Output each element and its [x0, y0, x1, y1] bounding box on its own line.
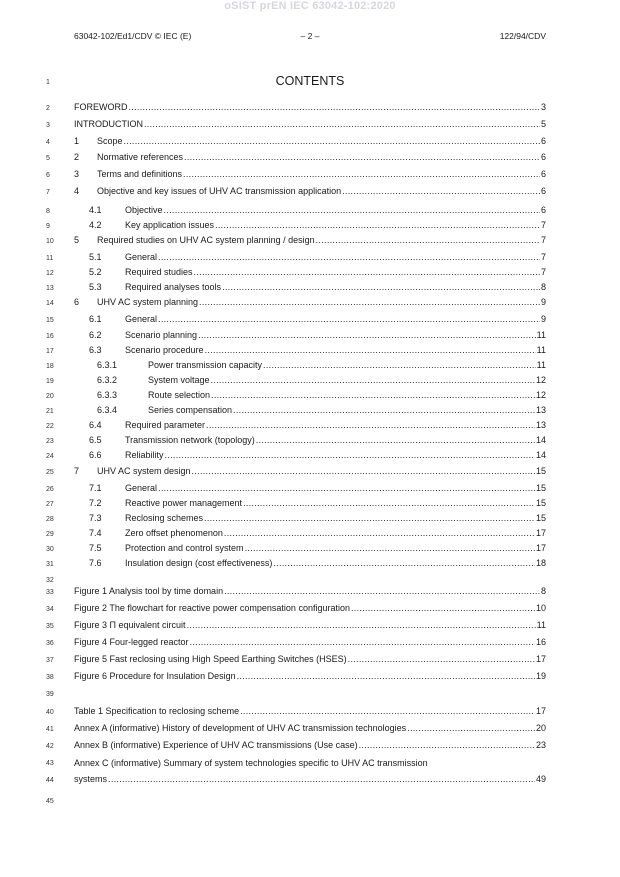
toc-entry[interactable] [74, 102, 546, 114]
toc-entry-title: Figure 6 Procedure for Insulation Design [74, 671, 236, 681]
toc-entry-number: 6.3.2 [97, 375, 118, 385]
dot-leader [224, 586, 540, 596]
toc-entry-page: 14 [535, 450, 546, 460]
toc-entry-number: 6.3.1 [97, 360, 118, 370]
toc-entry[interactable] [74, 136, 546, 148]
line-number: 32 [46, 577, 54, 584]
toc-entry[interactable] [74, 654, 546, 666]
toc-entry-title: Annex B (informative) Experience of UHV AC transmissions (Use case) [74, 740, 358, 750]
toc-entry-number: 6.6 [89, 450, 102, 460]
line-number: 41 [46, 726, 54, 733]
toc-entry-page: 11 [536, 360, 546, 370]
toc-entry-number: 4.2 [89, 220, 102, 230]
header-committee-ref: 122/94/CDV [499, 31, 546, 41]
toc-entry[interactable] [74, 235, 546, 247]
line-number: 15 [46, 317, 54, 324]
toc-entry-title: General [125, 483, 158, 493]
toc-entry[interactable] [74, 740, 546, 752]
line-number: 36 [46, 640, 54, 647]
dot-leader [204, 513, 535, 523]
toc-entry-title: Scope [97, 136, 123, 146]
toc-entry-number: 6.2 [89, 330, 102, 340]
dot-leader [348, 654, 535, 664]
toc-entry-page: 6 [540, 205, 546, 215]
toc-entry-page: 7 [540, 235, 546, 245]
dot-leader [245, 543, 535, 553]
toc-entry-number: 6.4 [89, 420, 102, 430]
toc-entry[interactable] [89, 543, 546, 555]
toc-entry-title: Insulation design (cost effectiveness) [125, 558, 273, 568]
toc-entry-page: 11 [536, 330, 546, 340]
toc-entry[interactable] [74, 603, 546, 615]
line-number: 34 [46, 606, 54, 613]
toc-entry-page: 10 [535, 603, 546, 613]
toc-entry-page: 3 [540, 102, 546, 112]
toc-entry-page: 13 [535, 405, 546, 415]
dot-leader [129, 102, 540, 112]
line-number: 5 [46, 155, 50, 162]
toc-entry[interactable] [89, 528, 546, 540]
toc-entry-title: Figure 5 Fast reclosing using High Speed Earthing Switches (HSES) [74, 654, 347, 664]
toc-entry-title: Transmission network (topology) [125, 435, 255, 445]
toc-entry[interactable] [97, 390, 546, 402]
toc-entry-title: Scenario planning [125, 330, 198, 340]
line-number: 35 [46, 623, 54, 630]
line-number: 26 [46, 486, 54, 493]
toc-entry[interactable] [89, 252, 546, 264]
toc-entry[interactable] [89, 282, 546, 294]
toc-entry-number: 7 [74, 466, 80, 476]
toc-entry[interactable] [74, 774, 546, 786]
toc-entry-page: 7 [540, 220, 546, 230]
line-number: 29 [46, 531, 54, 538]
dot-leader [108, 774, 535, 784]
toc-entry-number: 7.3 [89, 513, 102, 523]
line-number: 23 [46, 438, 54, 445]
toc-entry-title: Reactive power management [125, 498, 243, 508]
toc-entry[interactable] [74, 186, 546, 198]
toc-entry[interactable] [74, 119, 546, 131]
dot-leader [164, 205, 540, 215]
toc-entry[interactable] [74, 723, 546, 735]
toc-entry-page: 17 [535, 654, 546, 664]
dot-leader [158, 483, 535, 493]
dot-leader [316, 235, 540, 245]
toc-entry[interactable] [74, 706, 546, 718]
line-number: 40 [46, 709, 54, 716]
toc-entry[interactable] [89, 420, 546, 432]
toc-entry[interactable] [89, 205, 546, 217]
toc-entry-page: 17 [535, 543, 546, 553]
toc-entry-title: Route selection [148, 390, 211, 400]
dot-leader [237, 671, 535, 681]
toc-entry-number: 7.6 [89, 558, 102, 568]
toc-entry[interactable] [97, 360, 546, 372]
line-number: 13 [46, 285, 54, 292]
line-number: 17 [46, 348, 54, 355]
toc-entry-title: UHV AC system planning [97, 297, 199, 307]
toc-entry-title-wrapped[interactable]: Annex C (informative) Summary of system technologies specific to UHV AC transmission [74, 758, 428, 768]
line-number: 1 [46, 79, 50, 86]
line-number: 16 [46, 333, 54, 340]
toc-entry-page: 23 [535, 740, 546, 750]
line-number: 39 [46, 691, 54, 698]
toc-entry-number: 7.4 [89, 528, 102, 538]
toc-entry[interactable] [89, 220, 546, 232]
toc-entry-title: Scenario procedure [125, 345, 204, 355]
dot-leader [192, 466, 535, 476]
dot-leader [187, 620, 536, 630]
toc-entry-page: 11 [536, 620, 546, 630]
dot-leader [342, 186, 540, 196]
dot-leader [351, 603, 535, 613]
dot-leader [222, 282, 540, 292]
line-number: 31 [46, 561, 54, 568]
toc-entry-title: Objective [125, 205, 163, 215]
line-number: 19 [46, 378, 54, 385]
toc-entry[interactable] [74, 297, 546, 309]
line-number: 3 [46, 122, 50, 129]
dot-leader [359, 740, 535, 750]
toc-entry-page: 15 [535, 483, 546, 493]
toc-entry[interactable] [89, 345, 546, 357]
toc-entry-title: UHV AC system design [97, 466, 191, 476]
toc-entry-number: 4 [74, 186, 80, 196]
line-number: 11 [46, 255, 54, 262]
toc-entry-page: 8 [540, 282, 546, 292]
toc-entry-number: 5.1 [89, 252, 102, 262]
dot-leader [233, 405, 535, 415]
dot-leader [198, 330, 536, 340]
line-number: 37 [46, 657, 54, 664]
dot-leader [194, 267, 540, 277]
line-number: 44 [46, 777, 54, 784]
toc-entry-number: 5.2 [89, 267, 102, 277]
toc-entry[interactable] [74, 671, 546, 683]
toc-entry-title: Required parameter [125, 420, 206, 430]
toc-entry-page: 15 [535, 513, 546, 523]
toc-entry[interactable] [74, 169, 546, 181]
toc-entry[interactable] [89, 558, 546, 570]
toc-entry-number: 5.3 [89, 282, 102, 292]
toc-entry-number: 5 [74, 235, 80, 245]
toc-entry-page: 6 [540, 152, 546, 162]
line-number: 10 [46, 238, 54, 245]
toc-entry[interactable] [89, 513, 546, 525]
toc-entry[interactable] [97, 375, 546, 387]
toc-entry-title: Figure 3 Π equivalent circuit [74, 620, 186, 630]
dot-leader [199, 297, 540, 307]
toc-entry[interactable] [89, 267, 546, 279]
toc-entry-page: 11 [536, 345, 546, 355]
toc-entry[interactable] [89, 314, 546, 326]
toc-entry[interactable] [89, 498, 546, 510]
toc-entry-title: systems [74, 774, 108, 784]
toc-entry-title: Terms and definitions [97, 169, 183, 179]
toc-entry-title: General [125, 314, 158, 324]
line-number: 42 [46, 743, 54, 750]
toc-entry-page: 13 [535, 420, 546, 430]
dot-leader [263, 360, 536, 370]
dot-leader [183, 169, 540, 179]
toc-entry-title: Power transmission capacity [148, 360, 263, 370]
toc-entry-page: 15 [535, 466, 546, 476]
line-number: 22 [46, 423, 54, 430]
toc-entry-title: Series compensation [148, 405, 233, 415]
toc-entry-page: 9 [540, 314, 546, 324]
toc-entry-number: 1 [74, 136, 80, 146]
page-header [74, 31, 546, 43]
line-number: 18 [46, 363, 54, 370]
dot-leader [206, 420, 535, 430]
dot-leader [211, 390, 535, 400]
header-document-id: 63042-102/Ed1/CDV © IEC (E) [74, 31, 192, 41]
toc-entry-page: 18 [535, 558, 546, 568]
line-number: 24 [46, 453, 54, 460]
toc-entry-title: Annex A (informative) History of development of UHV AC transmission technologies [74, 723, 407, 733]
line-number: 30 [46, 546, 54, 553]
line-number: 33 [46, 589, 54, 596]
line-number: 28 [46, 516, 54, 523]
toc-entry-number: 7.5 [89, 543, 102, 553]
toc-entry-title: Protection and control system [125, 543, 244, 553]
line-number: 8 [46, 208, 50, 215]
dot-leader [240, 706, 535, 716]
dot-leader [184, 152, 540, 162]
toc-entry-title: Reliability [125, 450, 164, 460]
toc-entry[interactable] [74, 637, 546, 649]
toc-entry-number: 6.3.4 [97, 405, 118, 415]
toc-entry-title: Required studies on UHV AC system planning / design [97, 235, 315, 245]
toc-entry-number: 6.3 [89, 345, 102, 355]
toc-entry-title: System voltage [148, 375, 210, 385]
line-number: 6 [46, 172, 50, 179]
toc-entry-title: Normative references [97, 152, 184, 162]
toc-entry-number: 4.1 [89, 205, 102, 215]
dot-leader [205, 345, 536, 355]
line-number: 21 [46, 408, 54, 415]
dot-leader [273, 558, 535, 568]
header-page-number: – 2 – [300, 31, 320, 41]
toc-entry-page: 6 [540, 136, 546, 146]
toc-entry[interactable] [74, 586, 546, 598]
dot-leader [190, 637, 535, 647]
toc-entry-page: 7 [540, 252, 546, 262]
dot-leader [215, 220, 540, 230]
dot-leader [165, 450, 535, 460]
line-number: 9 [46, 223, 50, 230]
toc-entry-page: 15 [535, 498, 546, 508]
dot-leader [124, 136, 540, 146]
toc-entry-page: 9 [540, 297, 546, 307]
toc-entry-title: Figure 2 The flowchart for reactive power compensation configuration [74, 603, 350, 613]
line-number: 38 [46, 674, 54, 681]
line-number: 12 [46, 270, 54, 277]
toc-entry[interactable] [89, 330, 546, 342]
line-number: 45 [46, 798, 54, 805]
line-number: 7 [46, 189, 50, 196]
toc-entry-page: 12 [535, 375, 546, 385]
toc-entry-number: 7.2 [89, 498, 102, 508]
dot-leader [407, 723, 535, 733]
toc-entry-page: 17 [535, 706, 546, 716]
toc-entry-page: 7 [540, 267, 546, 277]
toc-entry-number: 6 [74, 297, 80, 307]
toc-entry[interactable] [89, 450, 546, 462]
toc-entry-page: 12 [535, 390, 546, 400]
line-number: 4 [46, 139, 50, 146]
toc-entry-title: Key application issues [125, 220, 215, 230]
toc-entry-title: Figure 1 Analysis tool by time domain [74, 586, 224, 596]
toc-entry-title: Zero offset phenomenon [125, 528, 223, 538]
toc-entry[interactable] [97, 405, 546, 417]
toc-entry-number: 7.1 [89, 483, 102, 493]
toc-entry-title: FOREWORD [74, 102, 128, 112]
toc-entry-number: 2 [74, 152, 80, 162]
line-number: 27 [46, 501, 54, 508]
toc-entry-page: 17 [535, 528, 546, 538]
line-number: 2 [46, 105, 50, 112]
watermark: oSIST prEN IEC 63042-102:2020 [224, 0, 396, 12]
toc-entry-page: 5 [540, 119, 546, 129]
toc-entry-number: 6.1 [89, 314, 102, 324]
dot-leader [158, 314, 540, 324]
line-number: 43 [46, 760, 54, 767]
toc-entry-page: 14 [535, 435, 546, 445]
toc-entry-page: 20 [535, 723, 546, 733]
toc-entry-number: 3 [74, 169, 80, 179]
dot-leader [158, 252, 540, 262]
toc-entry-number: 6.5 [89, 435, 102, 445]
toc-entry-title: Objective and key issues of UHV AC transmission application [97, 186, 342, 196]
toc-entry-title: Required studies [125, 267, 193, 277]
line-number: 25 [46, 469, 54, 476]
toc-entry-title: Required analyses tools [125, 282, 222, 292]
toc-entry-number: 6.3.3 [97, 390, 118, 400]
toc-entry-title: Figure 4 Four-legged reactor [74, 637, 189, 647]
toc-entry-page: 49 [535, 774, 546, 784]
dot-leader [144, 119, 540, 129]
toc-entry-page: 19 [535, 671, 546, 681]
toc-entry[interactable] [89, 435, 546, 447]
toc-entry-title: General [125, 252, 158, 262]
dot-leader [211, 375, 535, 385]
toc-entry-page: 8 [540, 586, 546, 596]
line-number: 14 [46, 300, 54, 307]
dot-leader [256, 435, 535, 445]
line-number: 20 [46, 393, 54, 400]
toc-entry[interactable] [74, 152, 546, 164]
toc-entry-title: INTRODUCTION [74, 119, 143, 129]
toc-entry-page: 16 [535, 637, 546, 647]
toc-entry[interactable] [74, 466, 546, 478]
toc-entry-title: Reclosing schemes [125, 513, 204, 523]
dot-leader [243, 498, 535, 508]
contents-title: CONTENTS [275, 74, 345, 88]
toc-entry-page: 6 [540, 186, 546, 196]
toc-entry-page: 6 [540, 169, 546, 179]
toc-entry-title: Table 1 Specification to reclosing scheme [74, 706, 240, 716]
dot-leader [224, 528, 535, 538]
toc-entry[interactable] [89, 483, 546, 495]
toc-entry[interactable] [74, 620, 546, 632]
